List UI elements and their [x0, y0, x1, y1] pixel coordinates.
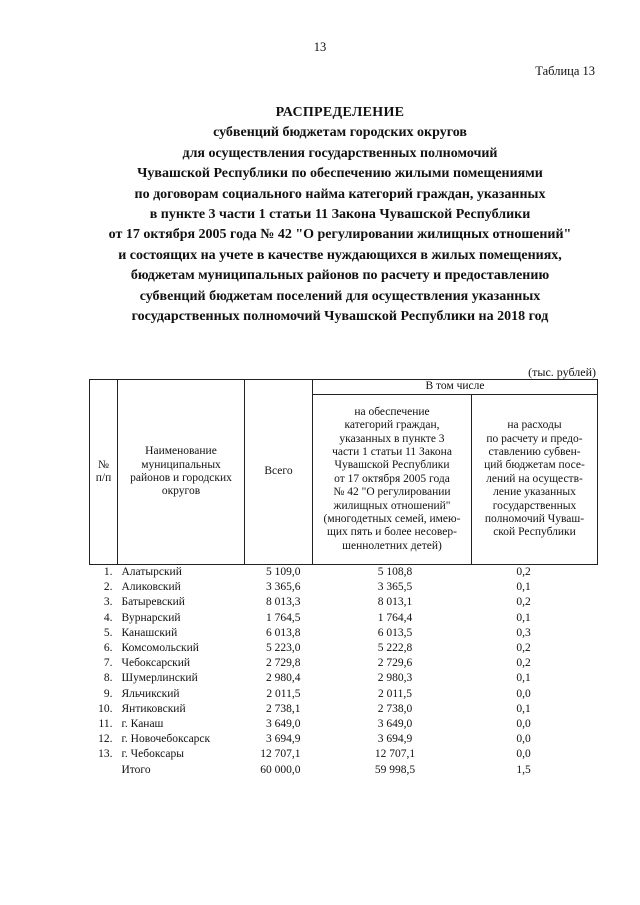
row-name: г. Новочебоксарск — [121, 733, 211, 746]
header-col-b-line: ской Республики — [493, 526, 576, 539]
row-expenses-value: 0,1 — [516, 702, 531, 715]
row-housing-value: 12 707,1 — [374, 748, 416, 761]
page-number: 13 — [313, 40, 327, 54]
header-col-a-line: шеннолетних детей) — [342, 539, 442, 552]
row-number: 3. — [103, 596, 113, 609]
header-col-b-line: на расходы — [507, 419, 562, 432]
row-name: Вурнарский — [121, 611, 181, 624]
row-number: 12. — [98, 733, 113, 746]
distribution-table — [89, 379, 598, 778]
title-line: в пункте 3 части 1 статьи 11 Закона Чувашской Республики — [149, 207, 531, 223]
row-name: г. Чебоксары — [121, 748, 184, 761]
table-row — [90, 611, 598, 626]
row-name: Янтиковский — [121, 702, 186, 715]
row-number — [90, 763, 118, 778]
row-expenses-value: 0,1 — [516, 672, 531, 685]
header-col-a-line: на обеспечение — [354, 405, 430, 418]
row-name: Шумерлинский — [121, 672, 198, 685]
row-number: 9. — [103, 687, 113, 700]
header-col-b-line: ставлению субвен- — [488, 445, 581, 458]
header-col-a-line: щих пять и более несовер- — [327, 526, 457, 539]
row-housing-value: 3 694,9 — [377, 733, 413, 746]
title-line: РАСПРЕДЕЛЕНИЕ — [275, 105, 405, 120]
row-total: 5 223,0 — [266, 642, 301, 655]
title-line: и состоящих на учете в качестве нуждающихся в жилых помещениях, — [118, 247, 562, 263]
row-number: 2. — [103, 581, 113, 594]
row-total: 5 109,0 — [266, 566, 301, 578]
title-line: государственных полномочий Чувашской Республики на 2018 год — [131, 309, 549, 325]
header-col-b-line: государственных — [492, 499, 577, 512]
table-row — [90, 641, 598, 656]
row-expenses-value: 0,0 — [516, 718, 531, 731]
row-name: Итого — [121, 763, 151, 776]
title-line: от 17 октября 2005 года № 42 "О регулировании жилищных отношений" — [108, 227, 572, 243]
row-number: 13. — [98, 748, 113, 761]
row-total: 60 000,0 — [260, 763, 301, 776]
row-housing-value: 3 365,5 — [377, 581, 413, 594]
row-housing-value: 59 998,5 — [374, 763, 416, 776]
row-housing-value: 8 013,1 — [377, 596, 413, 609]
table-row — [90, 717, 598, 732]
row-housing-value: 1 764,4 — [377, 611, 413, 624]
title-line: по договорам социального найма категорий граждан, указанных — [134, 186, 546, 202]
table-row — [90, 702, 598, 717]
header-col-a-line: Чувашской Республики — [334, 459, 450, 472]
row-expenses-value: 1,5 — [516, 763, 531, 776]
row-expenses-value: 0,1 — [516, 611, 531, 624]
row-expenses-value: 0,0 — [516, 733, 531, 746]
header-col-a-line: № 42 "О регулировании — [333, 486, 451, 499]
header-col-a-line: категорий граждан, — [344, 419, 440, 432]
row-number: 4. — [103, 611, 113, 624]
row-total: 3 649,0 — [266, 718, 301, 731]
row-expenses-value: 0,2 — [516, 657, 531, 670]
table-row — [90, 732, 598, 747]
row-housing-value: 2 729,6 — [377, 657, 413, 670]
row-expenses-value: 0,2 — [516, 596, 531, 609]
header-col-b-line: ление указанных — [493, 486, 576, 499]
header-col-a-line: части 1 статьи 11 Закона — [332, 445, 452, 458]
header-total: Всего — [245, 380, 313, 565]
row-name: Комсомольский — [121, 642, 199, 655]
title-line: Чувашской Республики по обеспечению жилыми помещениями — [137, 166, 543, 182]
title-line: субвенций бюджетам городских округов — [213, 125, 467, 141]
row-total: 2 980,4 — [266, 672, 301, 685]
row-expenses-value: 0,0 — [516, 748, 531, 761]
table-body — [90, 565, 598, 778]
header-col-b-line: по расчету и предо- — [486, 432, 583, 445]
header-col-a — [313, 395, 472, 565]
header-name-line: округов — [161, 485, 201, 498]
units-label: (тыс. рублей) — [528, 365, 596, 379]
table-row — [90, 671, 598, 686]
row-number: 7. — [103, 657, 113, 670]
row-total: 3 694,9 — [266, 733, 301, 746]
header-num-line: п/п — [95, 472, 112, 484]
row-expenses-value: 0,2 — [516, 642, 531, 655]
row-total: 8 013,3 — [266, 596, 301, 609]
row-housing-value: 3 649,0 — [377, 718, 413, 731]
row-total: 2 738,1 — [266, 702, 301, 715]
row-expenses-value: 0,1 — [516, 581, 531, 594]
row-name: Яльчикский — [121, 687, 180, 700]
row-number: 1. — [103, 566, 113, 578]
row-number: 10. — [98, 702, 113, 715]
table-row — [90, 595, 598, 610]
header-name-line: Наименование — [145, 445, 217, 458]
row-name: Алатырский — [121, 566, 182, 578]
row-housing-value: 2 738,0 — [377, 702, 413, 715]
row-total: 2 011,5 — [266, 687, 301, 700]
header-col-b — [472, 395, 598, 565]
row-name: Канашский — [121, 626, 178, 639]
row-name: Аликовский — [121, 581, 181, 594]
row-number: 11. — [98, 718, 113, 731]
row-housing-value: 5 222,8 — [377, 642, 413, 655]
header-col-a-line: от 17 октября 2005 года — [334, 472, 450, 485]
row-expenses-value: 0,2 — [516, 566, 531, 578]
row-expenses-value: 0,3 — [516, 626, 531, 639]
document-title — [60, 103, 620, 327]
row-name: Чебоксарский — [121, 657, 191, 670]
table-row — [90, 687, 598, 702]
table-row — [90, 656, 598, 671]
row-number: 8. — [103, 672, 113, 685]
header-num — [90, 380, 118, 565]
header-col-b-line: лений на осуществ- — [486, 472, 583, 485]
header-col-b-line: полномочий Чуваш- — [484, 513, 585, 526]
row-name: Батыревский — [121, 596, 185, 609]
header-col-b-line: ций бюджетам посе- — [484, 459, 585, 472]
header-col-a-line: жилищных отношений" — [333, 499, 451, 512]
table-row — [90, 580, 598, 595]
header-col-a-line: указанных в пункте 3 — [339, 432, 445, 445]
row-housing-value: 2 980,3 — [377, 672, 413, 685]
table-label: Таблица 13 — [535, 64, 595, 78]
total-row — [90, 763, 598, 778]
row-total: 2 729,8 — [266, 657, 301, 670]
header-name — [118, 380, 245, 565]
row-housing-value: 2 011,5 — [377, 687, 413, 700]
table-row — [90, 626, 598, 641]
row-expenses-value: 0,0 — [516, 687, 531, 700]
row-housing-value: 6 013,5 — [377, 626, 413, 639]
title-line: бюджетам муниципальных районов по расчету и предоставлению — [130, 268, 550, 284]
header-name-line: муниципальных — [141, 458, 221, 471]
row-number: 5. — [103, 626, 113, 639]
table-row — [90, 565, 598, 581]
row-total: 12 707,1 — [260, 748, 301, 761]
title-line: субвенций бюджетам поселений для осуществления указанных — [139, 288, 541, 304]
row-housing-value: 5 108,8 — [377, 566, 413, 578]
title-line: для осуществления государственных полномочий — [182, 145, 498, 161]
header-group: В том числе — [313, 380, 598, 395]
row-number: 6. — [103, 642, 113, 655]
header-num-line: № — [98, 458, 109, 471]
row-total: 1 764,5 — [266, 611, 301, 624]
header-col-a-line: (многодетных семей, имею- — [323, 513, 461, 526]
row-total: 6 013,8 — [266, 626, 301, 639]
header-name-line: районов и городских — [130, 472, 232, 484]
table-row — [90, 747, 598, 762]
row-total: 3 365,6 — [266, 581, 301, 594]
row-name: г. Канаш — [121, 718, 164, 731]
